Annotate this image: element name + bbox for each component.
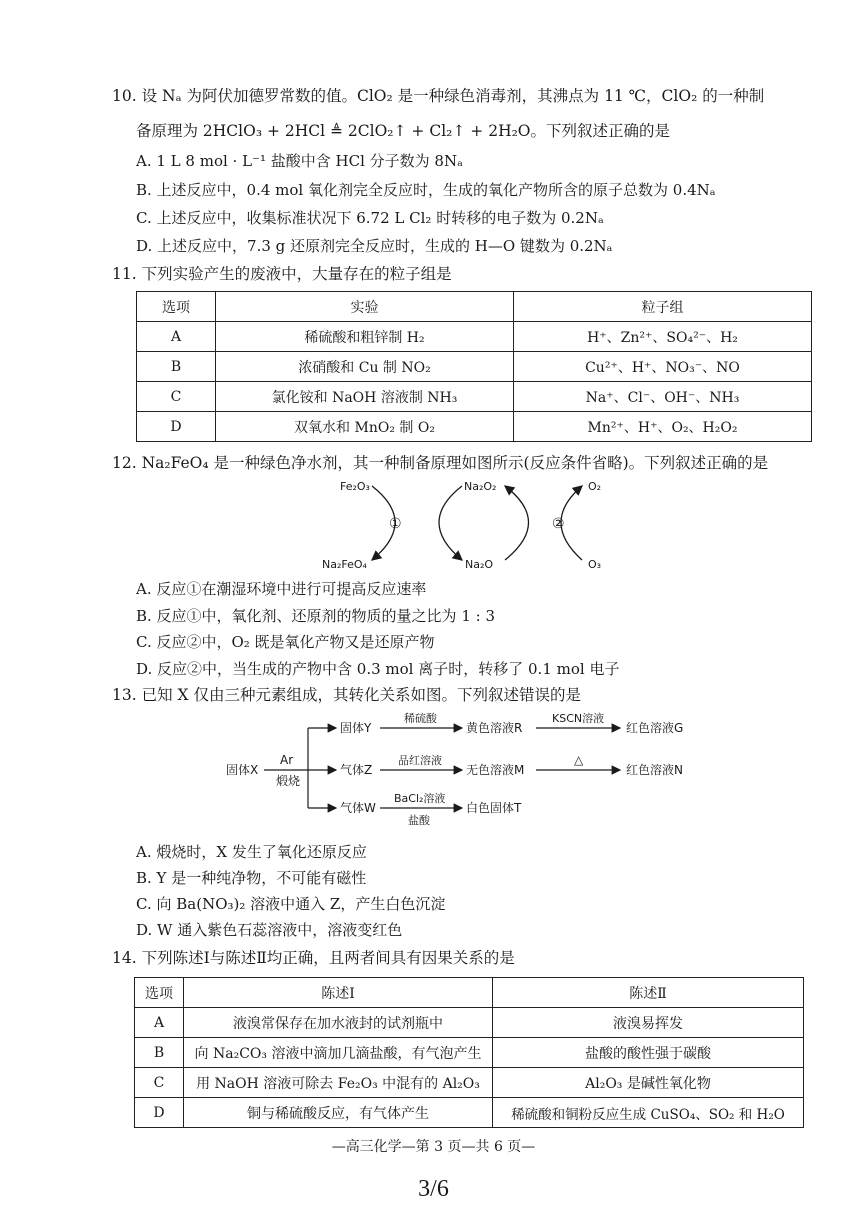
table-cell: 液溴常保存在加水液封的试剂瓶中 (184, 1008, 493, 1038)
q13-option-c: C. 向 Ba(NO₃)₂ 溶液中通入 Z，产生白色沉淀 (136, 895, 446, 913)
label-o3: O₃ (588, 558, 602, 571)
table-cell: 液溴易挥发 (493, 1008, 804, 1038)
label-o2: O₂ (588, 480, 602, 493)
table-cell: D (135, 1098, 184, 1128)
q12-option-c: C. 反应②中，O₂ 既是氧化产物又是还原产物 (136, 633, 435, 651)
table-header-cell: 陈述Ⅰ (184, 978, 493, 1008)
q11-table (136, 291, 812, 442)
label-calcine: 煅烧 (276, 774, 301, 788)
table-row (137, 412, 812, 442)
label-colorless-m: 无色溶液M (466, 763, 525, 777)
q13-option-d: D. W 通入紫色石蕊溶液中，溶液变红色 (136, 921, 403, 939)
reaction2-arc-left (505, 486, 529, 560)
table-cell: B (135, 1038, 184, 1068)
label-fe2o3: Fe₂O₃ (340, 480, 370, 493)
q14-table (134, 977, 804, 1128)
q10-stem-line1: 10. 设 Nₐ 为阿伏加德罗常数的值。ClO₂ 是一种绿色消毒剂，其沸点为 11 ℃，ClO₂ 的一种制 (112, 87, 765, 105)
label-solid-x: 固体X (226, 763, 259, 777)
label-gas-z: 气体Z (340, 763, 373, 777)
q14-stem: 14. 下列陈述Ⅰ与陈述Ⅱ均正确，且两者间具有因果关系的是 (112, 949, 515, 967)
label-ar: Ar (280, 753, 294, 767)
q10-option-a: A. 1 L 8 mol · L⁻¹ 盐酸中含 HCl 分子数为 8Nₐ (136, 152, 463, 170)
table-row (135, 1038, 804, 1068)
label-red-g: 红色溶液G (626, 721, 684, 735)
table-cell: 用 NaOH 溶液可除去 Fe₂O₃ 中混有的 Al₂O₃ (184, 1068, 493, 1098)
table-cell: B (137, 352, 216, 382)
label-solid-y: 固体Y (340, 721, 372, 735)
label-reaction-2: ② (552, 516, 565, 532)
q10-stem-line2: 备原理为 2HClO₃ + 2HCl ≜ 2ClO₂↑ + Cl₂↑ + 2H₂O。下列叙述正确的是 (136, 122, 671, 140)
label-na2o: Na₂O (465, 558, 494, 571)
q13-stem: 13. 已知 X 仅由三种元素组成，其转化关系如图。下列叙述错误的是 (112, 686, 581, 704)
label-reaction-1: ① (389, 516, 402, 532)
table-cell: Al₂O₃ 是碱性氧化物 (493, 1068, 804, 1098)
q10-option-c: C. 上述反应中，收集标准状况下 6.72 L Cl₂ 时转移的电子数为 0.2Nₐ (136, 209, 604, 227)
table-header-row (135, 978, 804, 1008)
table-cell: 稀硫酸和粗锌制 H₂ (216, 322, 514, 352)
table-header-row (137, 292, 812, 322)
label-magenta: 品红溶液 (398, 754, 442, 767)
q13-option-a: A. 煅烧时，X 发生了氧化还原反应 (136, 843, 367, 861)
table-cell: 双氧水和 MnO₂ 制 O₂ (216, 412, 514, 442)
table-row (135, 1008, 804, 1038)
table-cell: Cu²⁺、H⁺、NO₃⁻、NO (514, 352, 812, 382)
label-heat: △ (574, 753, 584, 767)
table-header-cell: 陈述Ⅱ (493, 978, 804, 1008)
page-footer-info: —高三化学—第 3 页—共 6 页— (331, 1139, 536, 1155)
label-hcl: 盐酸 (408, 814, 430, 827)
table-row (137, 352, 812, 382)
q12-option-d: D. 反应②中，当生成的产物中含 0.3 mol 离子时，转移了 0.1 mol 电子 (136, 660, 620, 678)
q11-stem: 11. 下列实验产生的废液中，大量存在的粒子组是 (112, 265, 452, 283)
table-row (137, 382, 812, 412)
table-cell: 稀硫酸和铜粉反应生成 CuSO₄、SO₂ 和 H₂O (493, 1098, 804, 1128)
table-cell: 铜与稀硫酸反应，有气体产生 (184, 1098, 493, 1128)
table-header-cell: 粒子组 (514, 292, 812, 322)
q12-option-a: A. 反应①在潮湿环境中进行可提高反应速率 (136, 580, 427, 598)
table-cell: 向 Na₂CO₃ 溶液中滴加几滴盐酸，有气泡产生 (184, 1038, 493, 1068)
table-cell: 盐酸的酸性强于碳酸 (493, 1038, 804, 1068)
q13-option-b: B. Y 是一种纯净物，不可能有磁性 (136, 869, 367, 887)
table-header-cell: 选项 (135, 978, 184, 1008)
label-red-n: 红色溶液N (626, 763, 683, 777)
table-cell: Mn²⁺、H⁺、O₂、H₂O₂ (514, 412, 812, 442)
table-row (137, 322, 812, 352)
label-gas-w: 气体W (340, 801, 376, 815)
q12-option-b: B. 反应①中，氧化剂、还原剂的物质的量之比为 1 : 3 (136, 607, 496, 625)
table-row (135, 1068, 804, 1098)
reaction1-arc-right (439, 486, 462, 560)
q13-flow-diagram (222, 710, 722, 830)
table-cell: C (137, 382, 216, 412)
table-cell: 浓硝酸和 Cu 制 NO₂ (216, 352, 514, 382)
q12-stem: 12. Na₂FeO₄ 是一种绿色净水剂，其一种制备原理如图所示(反应条件省略)。下列叙述正确的是 (112, 454, 769, 472)
table-cell: A (135, 1008, 184, 1038)
table-cell: H⁺、Zn²⁺、SO₄²⁻、H₂ (514, 322, 812, 352)
q12-cycle-diagram (300, 474, 620, 574)
table-header-cell: 实验 (216, 292, 514, 322)
q10-option-d: D. 上述反应中，7.3 g 还原剂完全反应时，生成的 H—O 键数为 0.2Nₐ (136, 237, 613, 255)
label-na2feo4: Na₂FeO₄ (322, 558, 367, 571)
label-kscn: KSCN溶液 (552, 712, 605, 725)
label-dil-h2so4: 稀硫酸 (404, 712, 437, 725)
label-bacl2: BaCl₂溶液 (394, 792, 446, 805)
table-cell: 氯化铵和 NaOH 溶液制 NH₃ (216, 382, 514, 412)
table-cell: C (135, 1068, 184, 1098)
label-na2o2: Na₂O₂ (464, 480, 497, 493)
q10-option-b: B. 上述反应中，0.4 mol 氧化剂完全反应时，生成的氧化产物所含的原子总数为 0.4Nₐ (136, 181, 716, 199)
label-white-t: 白色固体T (466, 801, 522, 815)
table-header-cell: 选项 (137, 292, 216, 322)
table-row (135, 1098, 804, 1128)
page-number: 3/6 (418, 1176, 449, 1202)
table-cell: A (137, 322, 216, 352)
table-cell: D (137, 412, 216, 442)
table-cell: Na⁺、Cl⁻、OH⁻、NH₃ (514, 382, 812, 412)
label-yellow-r: 黄色溶液R (466, 721, 523, 735)
